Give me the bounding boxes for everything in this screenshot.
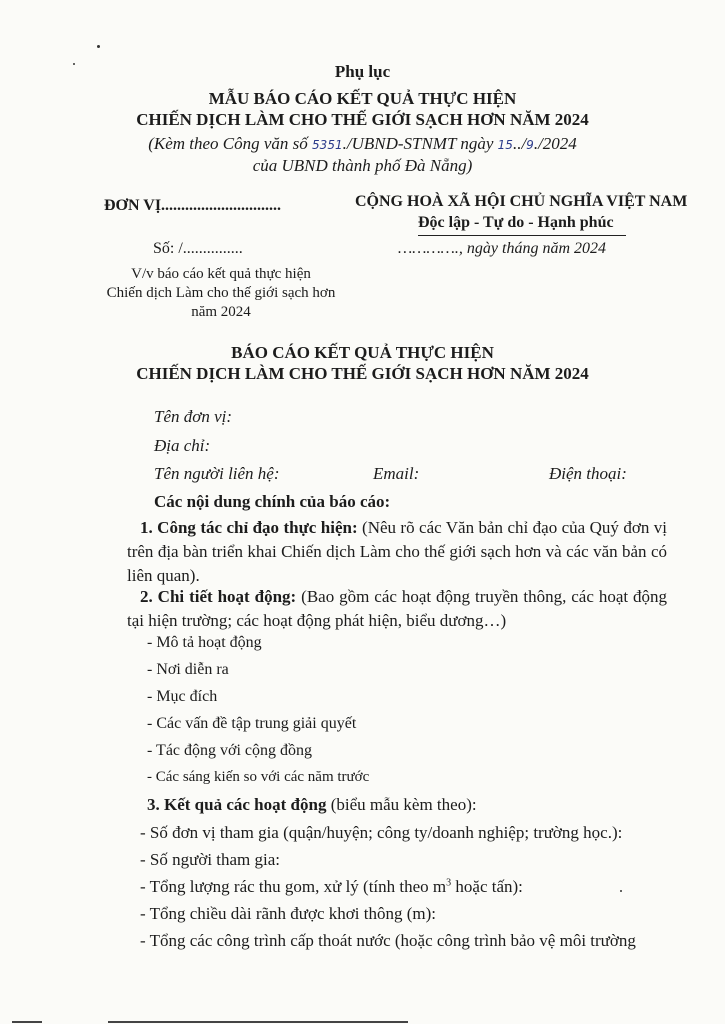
country-name: CỘNG HOÀ XÃ HỘI CHỦ NGHĨA VIỆT NAM <box>355 193 688 210</box>
ref-month-handwritten: 9 <box>526 138 534 152</box>
result-item: - Tổng chiều dài rãnh được khơi thông (m): <box>140 904 436 923</box>
section-2-paragraph <box>127 585 667 633</box>
motto-underline <box>418 235 626 236</box>
scan-speck <box>97 45 100 48</box>
section-2-heading: 2. Chi tiết hoạt động: <box>140 587 297 606</box>
ref-prefix: (Kèm theo Công văn số <box>148 134 308 153</box>
field-contact-person: Tên người liên hệ: <box>154 464 280 483</box>
result-item: - Tổng các công trình cấp thoát nước (hoặc công trình bảo vệ môi trường <box>140 931 636 950</box>
appendix-reference-line: (Kèm theo Công văn số 5351./UBND-STNMT ngày 15../9./2024 <box>148 134 577 153</box>
list-item: - Các vấn đề tập trung giải quyết <box>147 715 357 732</box>
report-title-line-1: BÁO CÁO KẾT QUẢ THỰC HIỆN <box>231 343 494 362</box>
field-unit-name: Tên đơn vị: <box>154 407 233 426</box>
result-item-text: - Tổng lượng rác thu gom, xử lý (tính theo m <box>140 877 447 896</box>
cubic-superscript: 3 <box>446 877 452 889</box>
appendix-title-line-2: CHIẾN DỊCH LÀM CHO THẾ GIỚI SẠCH HƠN NĂM 2024 <box>136 110 589 129</box>
result-item-tail: hoặc tấn): <box>451 877 523 896</box>
section-3-note: (biểu mẫu kèm theo): <box>330 795 477 814</box>
subject-line-2: Chiến dịch Làm cho thế giới sạch hơn <box>106 285 336 301</box>
field-phone: Điện thoại: <box>549 464 627 483</box>
section-1-paragraph <box>127 516 667 588</box>
result-item: - Số đơn vị tham gia (quận/huyện; công ty/doanh nghiệp; trường học.): <box>140 823 623 842</box>
section-2-text: (Bao gồm các hoạt động truyền thông, các hoạt động tại hiện trường; các hoạt động phát hiện, biểu dương…) <box>127 587 668 630</box>
date-line: …………., ngày tháng năm 2024 <box>398 240 607 257</box>
field-address: Địa chỉ: <box>154 436 211 455</box>
report-title-line-2: CHIẾN DỊCH LÀM CHO THẾ GIỚI SẠCH HƠN NĂM 2024 <box>136 364 589 383</box>
appendix-reference-line-2: của UBND thành phố Đà Nẵng) <box>252 156 473 175</box>
scan-edge-mark <box>12 1021 42 1023</box>
ref-number-handwritten: 5351 <box>312 138 343 152</box>
national-motto: Độc lập - Tự do - Hạnh phúc <box>418 214 614 231</box>
section-1-heading: 1. Công tác chỉ đạo thực hiện: <box>140 518 358 537</box>
list-item: - Các sáng kiến so với các năm trước <box>147 769 370 785</box>
appendix-title-line-1: MẪU BÁO CÁO KẾT QUẢ THỰC HIỆN <box>208 89 517 108</box>
ref-day-handwritten: 15 <box>497 138 513 152</box>
subject-line-3: năm 2024 <box>191 304 251 320</box>
list-item: - Mục đích <box>147 688 218 705</box>
list-item: - Nơi diễn ra <box>147 661 229 678</box>
result-item: - Số người tham gia: <box>140 850 281 869</box>
ref-mid: ./UBND-STNMT ngày <box>342 134 494 153</box>
list-item: - Tác động với cộng đồng <box>147 742 313 759</box>
section-3-heading: 3. Kết quả các hoạt động <box>147 795 327 814</box>
main-contents-heading: Các nội dung chính của báo cáo: <box>154 492 391 511</box>
appendix-label: Phụ lục <box>334 62 391 81</box>
unit-label: ĐƠN VỊ.............................. <box>104 197 282 214</box>
document-number: Số: /............... <box>153 240 243 257</box>
subject-line-1: V/v báo cáo kết quả thực hiện <box>131 266 311 282</box>
section-1-text: (Nêu rõ các Văn bản chỉ đạo của Quý đơn vị trên địa bàn triển khai Chiến dịch Làm cho thế giới sạch hơn và các văn bản có liên quan). <box>127 518 667 585</box>
list-item: - Mô tả hoạt động <box>147 634 262 651</box>
result-item <box>140 877 523 897</box>
scan-speck <box>620 890 622 892</box>
section-3-line <box>147 795 477 815</box>
field-email: Email: <box>373 464 420 483</box>
ref-year: ./2024 <box>533 134 577 153</box>
scan-edge-line <box>108 1021 408 1023</box>
